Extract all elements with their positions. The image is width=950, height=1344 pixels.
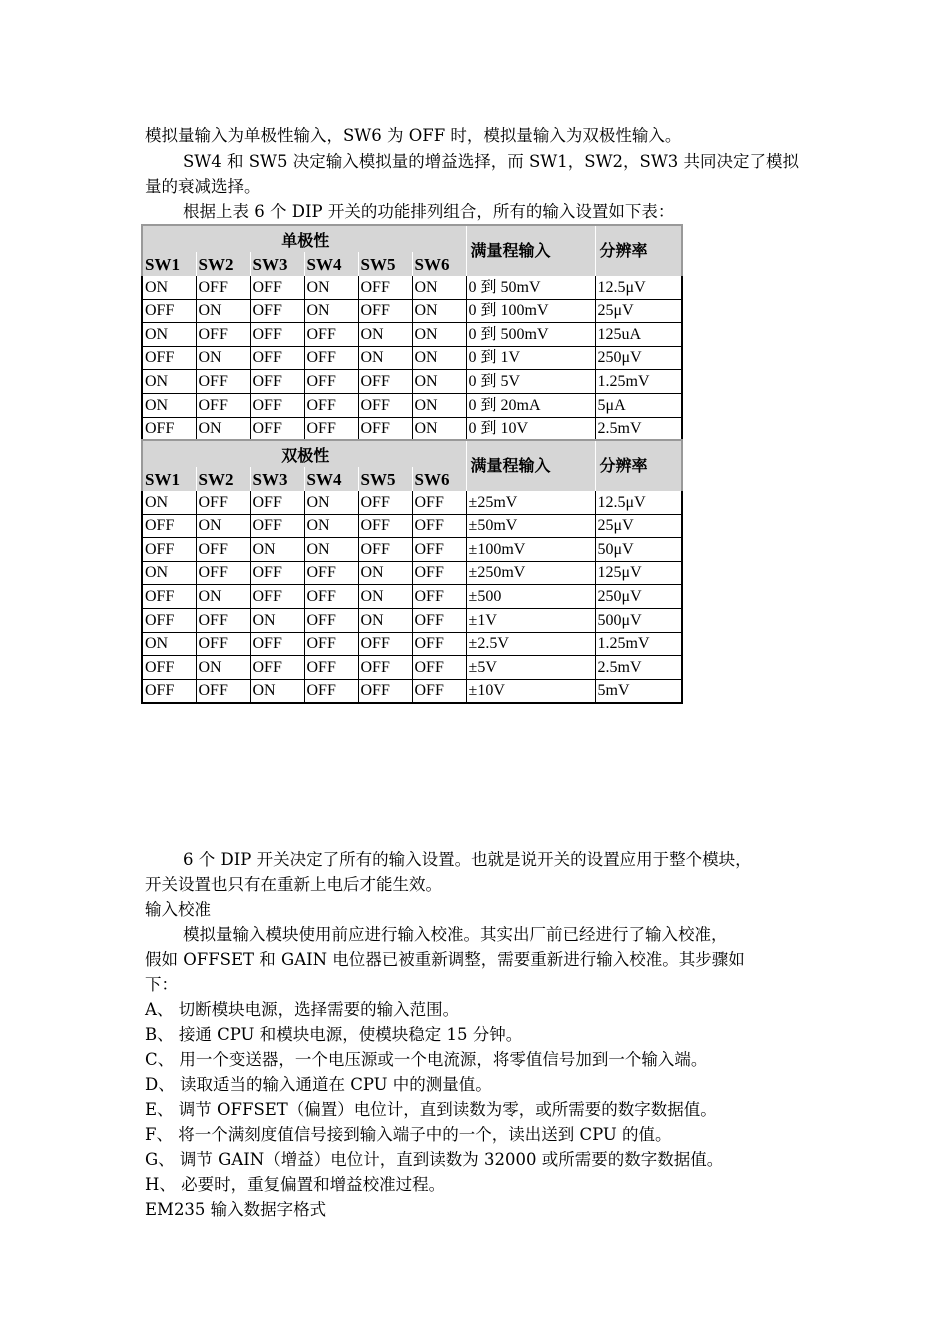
switch-cell: ON [142,370,196,394]
switch-cell: OFF [304,370,358,394]
switch-cell: OFF [358,656,412,680]
switch-cell: OFF [250,299,304,323]
switch-cell: OFF [412,656,466,680]
switch-cell: OFF [142,299,196,323]
step-item: C、 用一个变送器，一个电压源或一个电流源，将零值信号加到一个输入端。 [145,1050,708,1069]
resolution-cell: 2.5mV [595,656,682,680]
switch-cell: OFF [304,346,358,370]
range-header: 满量程输入 [466,225,595,276]
range-cell: ±2.5V [466,632,595,656]
range-cell: 0 到 20mA [466,393,595,417]
switch-cell: OFF [196,538,250,562]
switch-cell: ON [358,608,412,632]
switch-cell: ON [304,491,358,514]
table-row [142,417,682,441]
switch-cell: OFF [358,417,412,441]
switch-cell: ON [412,417,466,441]
resolution-cell: 125μV [595,561,682,585]
switch-cell: OFF [142,679,196,703]
switch-cell: OFF [304,585,358,609]
switch-cell: OFF [412,561,466,585]
switch-cell: OFF [304,323,358,347]
step-item: B、 接通 CPU 和模块电源，使模块稳定 15 分钟。 [145,1025,523,1044]
switch-header: SW6 [412,252,466,276]
resolution-cell: 12.5μV [595,276,682,299]
switch-cell: ON [412,370,466,394]
table-row [142,299,682,323]
switch-cell: OFF [304,393,358,417]
step-item: A、 切断模块电源，选择需要的输入范围。 [145,1000,460,1019]
paragraph-line: 根据上表 6 个 DIP 开关的功能排列组合，所有的输入设置如下表： [183,202,675,221]
switch-header: SW3 [250,467,304,491]
switch-cell: ON [142,323,196,347]
switch-cell: ON [412,346,466,370]
switch-cell: OFF [412,514,466,538]
switch-cell: OFF [250,514,304,538]
table-row [142,608,682,632]
switch-header: SW3 [250,252,304,276]
switch-cell: OFF [250,491,304,514]
range-cell: ±5V [466,656,595,680]
resolution-cell: 25μV [595,299,682,323]
range-cell: 0 到 1V [466,346,595,370]
switch-cell: OFF [304,608,358,632]
bipolar-settings-table [141,439,683,704]
switch-cell: OFF [250,585,304,609]
switch-cell: OFF [142,514,196,538]
switch-cell: ON [250,608,304,632]
switch-cell: OFF [250,417,304,441]
resolution-cell: 12.5μV [595,491,682,514]
switch-cell: ON [250,679,304,703]
switch-cell: ON [412,299,466,323]
switch-cell: OFF [196,608,250,632]
paragraph-line: SW4 和 SW5 决定输入模拟量的增益选择，而 SW1，SW2，SW3 共同决定了模拟 [183,152,800,171]
switch-cell: ON [412,323,466,347]
switch-cell: OFF [142,346,196,370]
table-row [142,491,682,514]
switch-cell: OFF [304,561,358,585]
switch-cell: OFF [412,679,466,703]
switch-header: SW5 [358,467,412,491]
switch-cell: OFF [412,585,466,609]
range-cell: ±1V [466,608,595,632]
switch-cell: ON [196,656,250,680]
switch-cell: OFF [358,276,412,299]
switch-cell: ON [358,323,412,347]
table-row [142,276,682,299]
switch-cell: OFF [196,276,250,299]
switch-cell: ON [250,538,304,562]
range-cell: ±50mV [466,514,595,538]
resolution-cell: 5μA [595,393,682,417]
switch-cell: OFF [358,491,412,514]
resolution-cell: 1.25mV [595,632,682,656]
switch-cell: ON [304,299,358,323]
switch-cell: OFF [142,656,196,680]
switch-header: SW2 [196,252,250,276]
step-item: H、 必要时，重复偏置和增益校准过程。 [145,1175,446,1194]
switch-cell: OFF [250,370,304,394]
switch-cell: OFF [250,561,304,585]
table-row [142,514,682,538]
switch-cell: OFF [196,323,250,347]
switch-header: SW6 [412,467,466,491]
table-row [142,370,682,394]
switch-cell: ON [358,346,412,370]
switch-cell: ON [304,538,358,562]
switch-cell: OFF [358,679,412,703]
switch-cell: OFF [142,585,196,609]
switch-cell: ON [196,299,250,323]
switch-cell: ON [142,632,196,656]
paragraph-line: 模拟量输入模块使用前应进行输入校准。其实出厂前已经进行了输入校准， [183,925,728,944]
range-cell: ±250mV [466,561,595,585]
range-cell: 0 到 100mV [466,299,595,323]
table-row [142,393,682,417]
switch-cell: OFF [412,608,466,632]
section-heading: EM235 输入数据字格式 [145,1200,327,1219]
switch-header: SW5 [358,252,412,276]
resolution-cell: 2.5mV [595,417,682,441]
table-row [142,561,682,585]
step-item: G、 调节 GAIN（增益）电位计，直到读数为 32000 或所需要的数字数据值。 [145,1150,724,1169]
range-cell: ±100mV [466,538,595,562]
switch-cell: OFF [196,491,250,514]
switch-cell: ON [196,514,250,538]
range-cell: ±10V [466,679,595,703]
table-row [142,656,682,680]
switch-cell: OFF [196,632,250,656]
resolution-cell: 125uA [595,323,682,347]
switch-cell: OFF [196,561,250,585]
switch-cell: ON [304,276,358,299]
switch-header: SW4 [304,467,358,491]
resolution-cell: 5mV [595,679,682,703]
table-row [142,346,682,370]
range-header: 满量程输入 [466,440,595,491]
switch-cell: OFF [142,608,196,632]
paragraph-line: 下： [145,975,178,994]
resolution-cell: 25μV [595,514,682,538]
range-cell: 0 到 10V [466,417,595,441]
switch-cell: OFF [304,632,358,656]
switch-cell: OFF [358,393,412,417]
switch-cell: ON [142,491,196,514]
switch-cell: OFF [250,632,304,656]
step-item: E、 调节 OFFSET（偏置）电位计，直到读数为零，或所需要的数字数据值。 [145,1100,717,1119]
range-cell: 0 到 500mV [466,323,595,347]
switch-cell: OFF [196,393,250,417]
switch-cell: OFF [250,346,304,370]
switch-cell: OFF [142,538,196,562]
table-row [142,538,682,562]
switch-cell: OFF [142,417,196,441]
unipolar-settings-table [141,224,683,441]
switch-cell: OFF [358,514,412,538]
switch-cell: OFF [250,276,304,299]
switch-cell: ON [358,585,412,609]
switch-cell: OFF [358,632,412,656]
switch-cell: OFF [250,323,304,347]
switch-cell: ON [142,393,196,417]
switch-header: SW1 [142,252,196,276]
step-item: F、 将一个满刻度值信号接到输入端子中的一个，读出送到 CPU 的值。 [145,1125,672,1144]
resolution-cell: 1.25mV [595,370,682,394]
section-heading: 输入校准 [145,900,211,919]
switch-cell: OFF [304,417,358,441]
switch-cell: OFF [358,370,412,394]
switch-cell: OFF [412,538,466,562]
switch-cell: OFF [196,679,250,703]
resolution-cell: 250μV [595,346,682,370]
paragraph-line: 开关设置也只有在重新上电后才能生效。 [145,875,442,894]
paragraph-line: 6 个 DIP 开关决定了所有的输入设置。也就是说开关的设置应用于整个模块， [183,850,752,869]
switch-cell: OFF [412,632,466,656]
range-cell: ±25mV [466,491,595,514]
switch-cell: ON [304,514,358,538]
switch-cell: OFF [412,491,466,514]
resolution-cell: 250μV [595,585,682,609]
switch-cell: ON [196,585,250,609]
resolution-cell: 50μV [595,538,682,562]
switch-cell: ON [358,561,412,585]
table-row [142,585,682,609]
resolution-cell: 500μV [595,608,682,632]
switch-cell: OFF [358,299,412,323]
switch-cell: OFF [250,393,304,417]
table-row [142,632,682,656]
switch-cell: ON [142,276,196,299]
paragraph-line: 假如 OFFSET 和 GAIN 电位器已被重新调整，需要重新进行输入校准。其步骤如 [145,950,745,969]
paragraph-line: 模拟量输入为单极性输入，SW6 为 OFF 时，模拟量输入为双极性输入。 [145,126,682,145]
group-header-bipolar: 双极性 [142,440,466,467]
switch-cell: OFF [304,679,358,703]
group-header-unipolar: 单极性 [142,225,466,252]
switch-cell: OFF [250,656,304,680]
switch-header: SW1 [142,467,196,491]
table-row [142,323,682,347]
resolution-header: 分辨率 [595,440,682,491]
step-item: D、 读取适当的输入通道在 CPU 中的测量值。 [145,1075,492,1094]
range-cell: 0 到 5V [466,370,595,394]
table-row [142,679,682,703]
switch-cell: ON [196,417,250,441]
switch-cell: OFF [304,656,358,680]
switch-cell: OFF [358,538,412,562]
range-cell: ±500 [466,585,595,609]
switch-cell: OFF [196,370,250,394]
switch-cell: ON [196,346,250,370]
switch-header: SW4 [304,252,358,276]
switch-cell: ON [142,561,196,585]
range-cell: 0 到 50mV [466,276,595,299]
switch-cell: ON [412,276,466,299]
switch-cell: ON [412,393,466,417]
switch-header: SW2 [196,467,250,491]
paragraph-line: 量的衰减选择。 [145,177,261,196]
resolution-header: 分辨率 [595,225,682,276]
